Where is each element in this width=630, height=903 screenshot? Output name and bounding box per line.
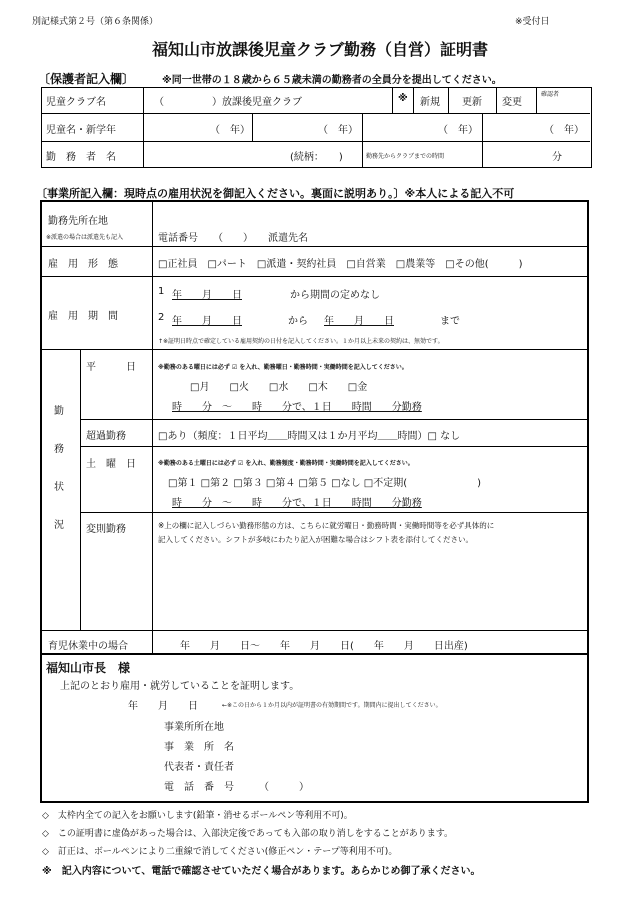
saturday-label: 土 曜 日 [86, 459, 136, 470]
renew-checkbox-label[interactable]: 更新 [462, 97, 482, 108]
certification-statement: 上記のとおり雇用・就労していることを証明します。 [60, 681, 300, 692]
new-checkbox-label[interactable]: 新規 [420, 97, 440, 108]
footer-note-3: ◇ 訂正は、ボールペンにより二重線で消してください(修正ペン・テープ等利用不可)。 [42, 847, 398, 857]
club-open-paren: （ [154, 97, 164, 108]
child-name-label: 児童名・新学年 [46, 125, 116, 136]
period2-end-date[interactable]: 年 月 日 [324, 316, 394, 327]
period1-tail: から期間の定めなし [290, 290, 380, 301]
weekday-note: ※勤務のある曜日には必ず ☑ を入れ、勤務曜日・勤務時間・実働時間を記入してください。 [158, 364, 408, 371]
relation-field[interactable]: (続柄： ) [290, 152, 343, 163]
childcare-leave-label: 育児休業中の場合 [48, 641, 128, 652]
child1-grade[interactable]: （ 年） [210, 125, 250, 136]
received-date-label: ※受付日 [515, 17, 550, 27]
childcare-leave-dates[interactable]: 年 月 日〜 年 月 日( 年 月 日出産) [180, 641, 468, 652]
footer-note-1: ◇ 太枠内全ての記入をお願いします(鉛筆・消せるボールペン等利用不可)。 [42, 811, 353, 821]
child4-grade[interactable]: （ 年） [544, 125, 584, 136]
child3-grade[interactable]: （ 年） [438, 125, 478, 136]
footer-note-2: ◇ この証明書に虚偽があった場合は、入部決定後であっても入部の取り消しをすることがあります。 [42, 829, 454, 839]
document-title: 福知山市放課後児童クラブ勤務（自営）証明書 [152, 40, 489, 59]
irregular-note-1: ※上の欄に記入しづらい勤務形態の方は、こちらに就労曜日・勤務時間・実働時間等を必ず具体的に [158, 521, 495, 530]
period2-start-date[interactable]: 年 月 日 [172, 316, 242, 327]
certification-date[interactable]: 年 月 日 [128, 701, 198, 712]
saturday-time[interactable]: 時 分 ～ 時 分で、１日 時間 分勤務 [172, 498, 422, 509]
employment-type-options[interactable]: □正社員 □パート □派遣・契約社員 □自営業 □農業等 □その他( ) [158, 259, 523, 270]
employer-section-label: 〔事業所記入欄：現時点の雇用状況を御記入ください。裏面に説明あり。〕※本人による記入不可 [36, 187, 515, 200]
status-label-1: 勤 [54, 406, 64, 417]
form-number: 別記様式第２号（第６条関係） [32, 17, 159, 27]
status-label-3: 状 [54, 482, 64, 493]
employment-period-label: 雇 用 期 間 [48, 311, 118, 322]
phone-dispatch-field[interactable]: 電話番号 （ ） 派遣先名 [158, 233, 308, 244]
workplace-address-note: ※派遣の場合は派遣先も記入 [46, 234, 124, 241]
overtime-label: 超過勤務 [86, 431, 126, 442]
weekday-days[interactable]: □月 □火 □水 □木 □金 [190, 382, 368, 393]
status-label-2: 務 [54, 444, 64, 455]
saturday-weeks[interactable]: □第１ □第２ □第３ □第４ □第５ □なし □不定期( ) [168, 478, 482, 489]
minutes-label: 分 [552, 152, 562, 163]
guardian-note: ※同一世帯の１８歳から６５歳未満の勤務者の全員分を提出してください。 [162, 75, 502, 86]
certification-date-note: ←※この日から１か月以内が証明書の有効期間です。期間内に提出してください。 [222, 702, 442, 709]
status-label-4: 況 [54, 520, 64, 531]
mark-label: ※ [398, 93, 408, 104]
period1-date[interactable]: 年 月 日 [172, 290, 242, 301]
irregular-label: 変則勤務 [86, 524, 126, 535]
weekday-label: 平 日 [86, 362, 136, 373]
club-name-label: 児童クラブ名 [46, 97, 106, 108]
employment-type-label: 雇 用 形 態 [48, 259, 118, 270]
office-address-label: 事業所所在地 [164, 722, 224, 733]
office-phone-label: 電 話 番 号 （ ） [164, 782, 309, 793]
period2-until: まで [440, 316, 460, 327]
child2-grade[interactable]: （ 年） [318, 125, 358, 136]
change-checkbox-label[interactable]: 変更 [502, 97, 522, 108]
worker-name-label: 勤 務 者 名 [46, 152, 116, 163]
guardian-section-label: 〔保護者記入欄〕 [38, 72, 135, 86]
footer-note-4: ※ 記入内容について、電話で確認させていただく場合があります。あらかじめ御了承ください。 [42, 866, 481, 877]
period2-from: から [288, 316, 308, 327]
commute-label: 勤務先からクラブまでの時間 [366, 153, 445, 160]
weekday-time[interactable]: 時 分 ～ 時 分で、１日 時間 分勤務 [172, 402, 422, 413]
representative-label: 代表者・責任者 [164, 762, 234, 773]
period-note: ↑※証明日時点で確定している雇用契約の日付を記入してください。１か月以上未来の契約は、無効です。 [158, 338, 444, 345]
saturday-note: ※勤務のある土曜日には必ず ☑ を入れ、勤務頻度・勤務時間・実働時間を記入してください。 [158, 460, 414, 467]
workplace-address-label: 勤務先所在地 [48, 216, 108, 227]
period2-number: 2 [158, 312, 165, 323]
mayor-address: 福知山市長 様 [46, 661, 131, 675]
confirmer-label: 確認者 [541, 91, 560, 98]
office-name-label: 事 業 所 名 [164, 742, 234, 753]
period1-number: 1 [158, 286, 165, 297]
overtime-options[interactable]: □あり（頻度：１日平均＿＿時間又は１か月平均＿＿時間）□ なし [158, 431, 461, 442]
club-name-value[interactable]: ）放課後児童クラブ [212, 97, 302, 108]
irregular-note-2: 記入してください。シフトが多岐にわたり記入が困難な場合はシフト表を添付してください。 [158, 535, 473, 544]
